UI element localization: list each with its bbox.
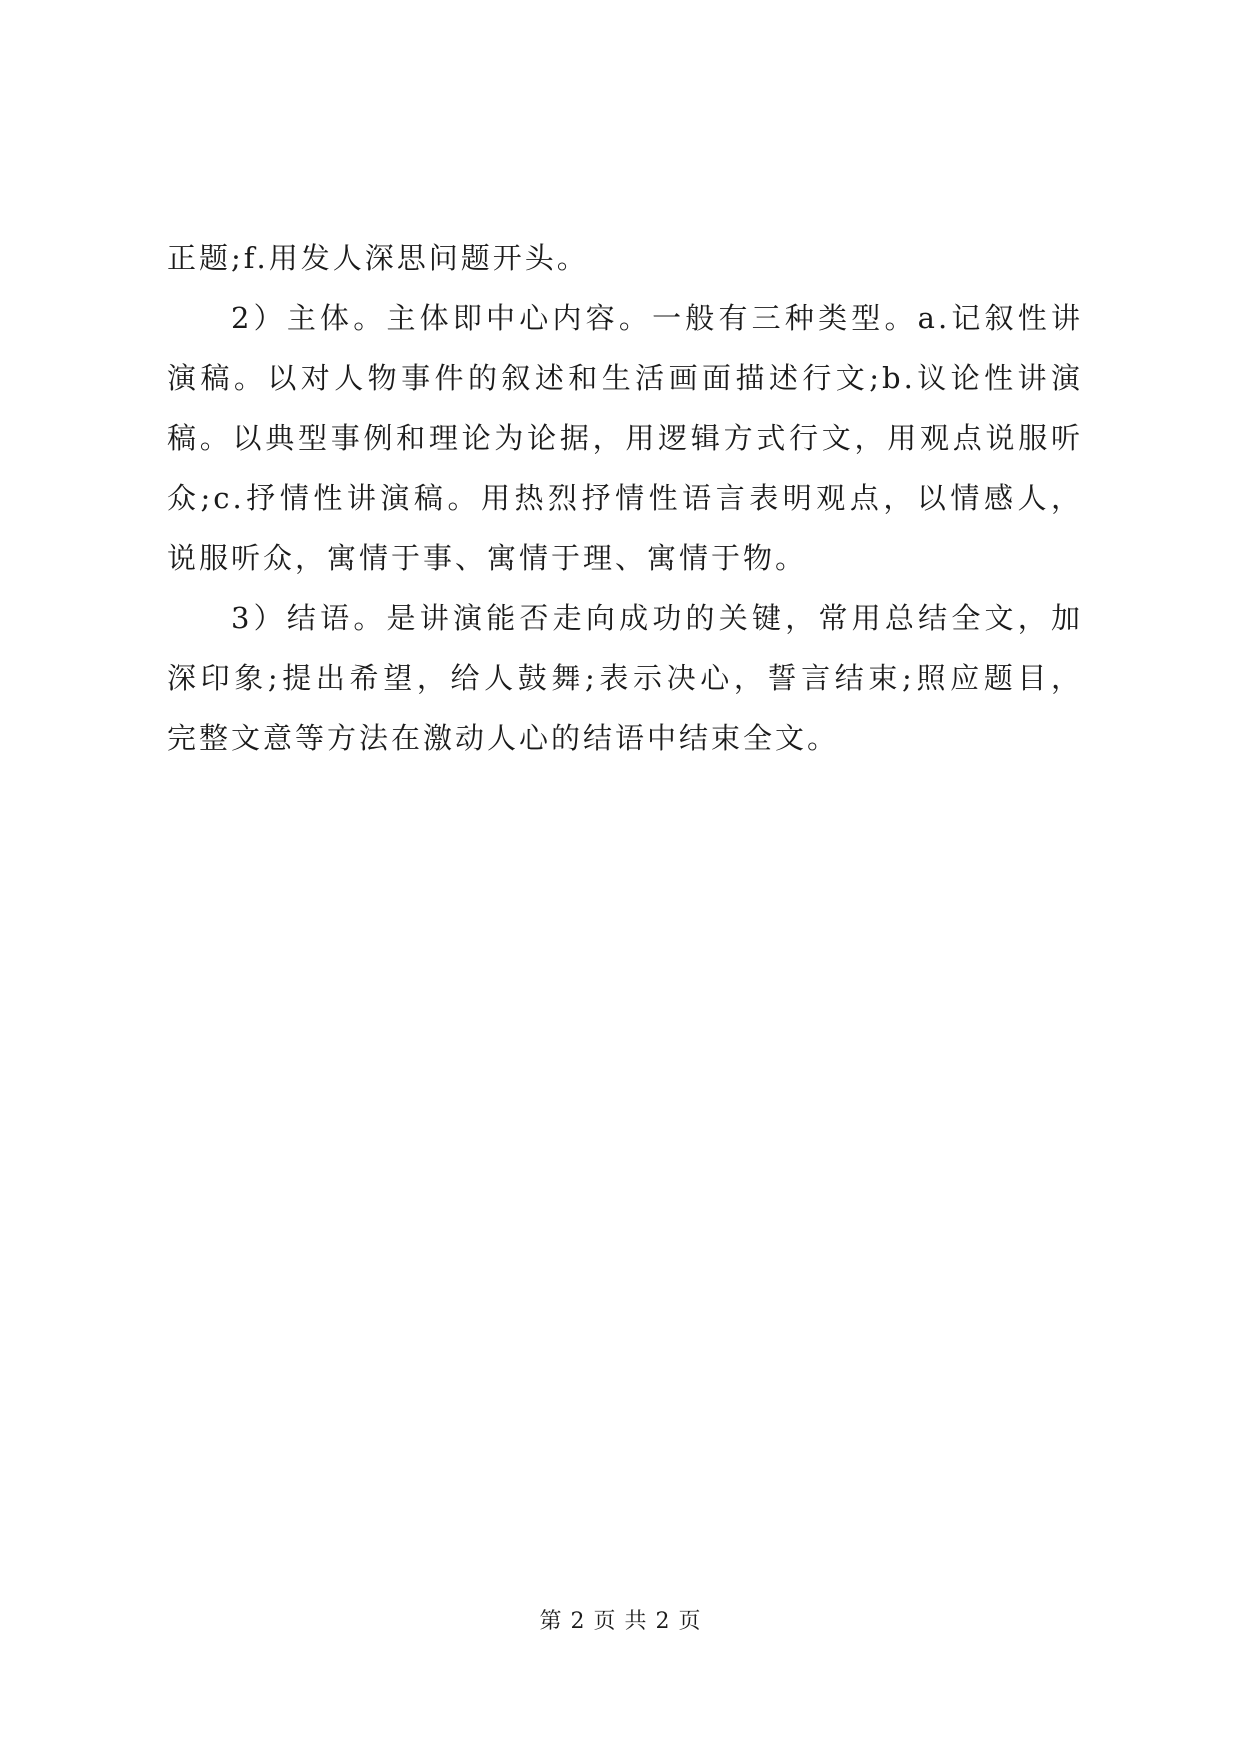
paragraph-line: 深印象;提出希望，给人鼓舞;表示决心，誓言结束;照应题目， — [167, 661, 1083, 695]
paragraph-line: 众;c.抒情性讲演稿。用热烈抒情性语言表明观点，以情感人， — [167, 481, 1083, 515]
paragraph-line: 正题;f.用发人深思问题开头。 — [167, 241, 589, 275]
paragraph-line: 2）主体。主体即中心内容。一般有三种类型。a.记叙性讲 — [231, 301, 1083, 335]
paragraph-line: 完整文意等方法在激动人心的结语中结束全文。 — [167, 721, 840, 755]
paragraph-line: 演稿。以对人物事件的叙述和生活画面描述行文;b.议论性讲演 — [167, 361, 1083, 395]
paragraph-line: 3）结语。是讲演能否走向成功的关键，常用总结全文，加 — [231, 601, 1083, 635]
page-number-footer: 第 2 页 共 2 页 — [539, 1609, 702, 1634]
paragraph-line: 稿。以典型事例和理论为论据，用逻辑方式行文，用观点说服听 — [167, 421, 1083, 455]
paragraph-line: 说服听众，寓情于事、寓情于理、寓情于物。 — [167, 541, 808, 575]
document-body — [167, 228, 1083, 768]
